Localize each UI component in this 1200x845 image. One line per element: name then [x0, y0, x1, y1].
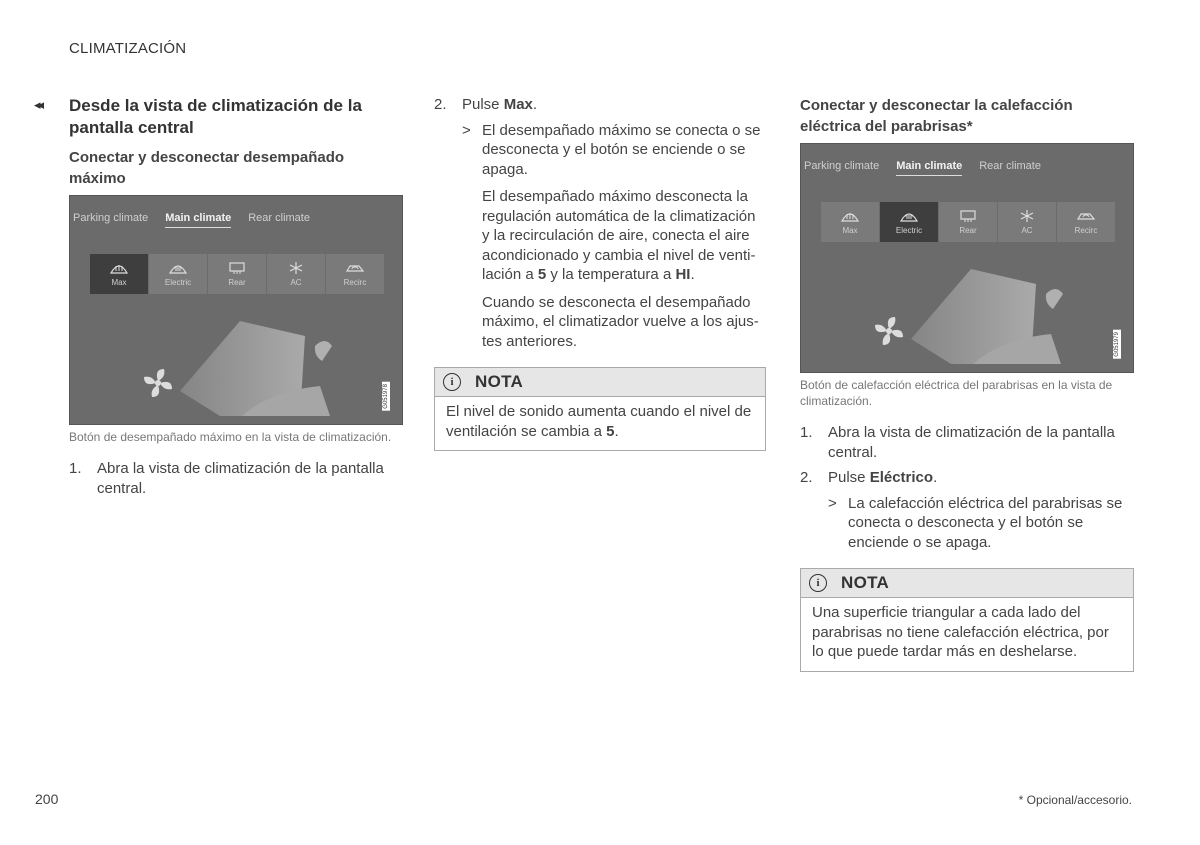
- figure-id: G051979: [1114, 332, 1120, 357]
- paragraph: El desempañado máximo desconecta la regulación automática de la climatización y la recirculación de aire, conecta el aire acondicionado y cambia el nivel de ventilación a 5 y la temperatura a HI.: [482, 188, 756, 283]
- tab-parking-climate: Parking climate: [73, 212, 149, 224]
- windscreen-heat-icon: [168, 261, 188, 275]
- recirc-button: Recirc: [1057, 202, 1115, 242]
- list-item: 2. Pulse Eléctrico.: [800, 469, 938, 486]
- climate-button-row: [90, 254, 385, 294]
- max-defrost-icon: [840, 209, 860, 223]
- figure-caption: Botón de desempañado máximo en la vista de climatización.: [69, 430, 392, 444]
- previous-page-icon[interactable]: ◂◂: [34, 97, 42, 112]
- tab-rear-climate: Rear climate: [248, 212, 310, 224]
- climate-tabs: [70, 212, 402, 228]
- info-icon: i: [443, 373, 461, 391]
- electric-windscreen-button: Electric: [149, 254, 207, 294]
- note-header: [801, 569, 1133, 598]
- note-box: [434, 367, 766, 451]
- result-item: > El desempañado máximo se conecta o se desconecta y el botón se enciende o se apaga.: [462, 121, 761, 178]
- note-title: NOTA: [475, 372, 524, 391]
- rear-defrost-icon: [227, 261, 247, 275]
- column-2: [434, 95, 766, 451]
- snowflake-icon: [1017, 209, 1037, 223]
- list-item: 1. Abra la vista de climatización de la pantalla central.: [800, 424, 1115, 461]
- max-defrost-button: Max: [821, 202, 879, 242]
- footnote: * Opcional/accesorio.: [1018, 793, 1132, 807]
- tab-parking-climate: Parking climate: [804, 160, 880, 172]
- figure-caption: Botón de calefacción eléctrica del parabrisas en la vista de climatización.: [800, 378, 1113, 408]
- page-number: 200: [35, 791, 59, 807]
- car-recirculation-icon: [1076, 209, 1096, 223]
- climate-tabs: [801, 160, 1133, 176]
- fan-icon: [144, 369, 172, 397]
- airflow-seat-graphic: [70, 306, 402, 424]
- list-item: 1. Abra la vista de climatización de la pantalla central.: [69, 460, 384, 497]
- airflow-seat-graphic: [801, 254, 1133, 372]
- column-1: [69, 95, 403, 504]
- recirc-button: Recirc: [326, 254, 384, 294]
- windscreen-heat-icon: [899, 209, 919, 223]
- note-title: NOTA: [841, 573, 890, 592]
- ac-button: AC: [998, 202, 1056, 242]
- car-recirculation-icon: [345, 261, 365, 275]
- tab-main-climate: Main climate: [165, 212, 231, 228]
- figure-id: G051978: [383, 384, 389, 409]
- rear-defrost-icon: [958, 209, 978, 223]
- note-text: Una superficie triangular a cada lado del parabrisas no tiene calefacción eléctrica, por lo que puede tardar más en deshelarse.: [812, 604, 1109, 660]
- climate-screen-illustration-max: [69, 195, 403, 425]
- rear-defrost-button: Rear: [939, 202, 997, 242]
- max-defrost-button: Max: [90, 254, 148, 294]
- rear-defrost-button: Rear: [208, 254, 266, 294]
- subsection-title-max-defrost: Conectar y desconectar desempañado máximo: [69, 149, 345, 187]
- climate-button-row: [821, 202, 1116, 242]
- note-text: El nivel de sonido aumenta cuando el nivel de ventilación se cambia a 5.: [446, 403, 752, 440]
- fan-icon: [875, 317, 903, 345]
- info-icon: i: [809, 574, 827, 592]
- result-item: > La calefacción eléctrica del parabrisas se conecta o desconecta y el botón se enciende o se apaga.: [828, 494, 1123, 551]
- max-defrost-icon: [109, 261, 129, 275]
- snowflake-icon: [286, 261, 306, 275]
- ac-button: AC: [267, 254, 325, 294]
- climate-screen-illustration-electric: [800, 143, 1134, 373]
- page-header: CLIMATIZACIÓN: [69, 40, 187, 57]
- column-3: [800, 95, 1134, 672]
- section-title: Desde la vista de climatización de la pantalla central: [69, 96, 362, 137]
- tab-main-climate: Main climate: [896, 160, 962, 176]
- electric-windscreen-button: Electric: [880, 202, 938, 242]
- note-header: [435, 368, 765, 397]
- note-box: [800, 568, 1134, 672]
- paragraph: Cuando se desconecta el desempañado máximo, el climatizador vuelve a los ajustes anteriores.: [482, 293, 759, 350]
- tab-rear-climate: Rear climate: [979, 160, 1041, 172]
- subsection-title-electric-windscreen: Conectar y desconectar la calefacción eléctrica del parabrisas*: [800, 97, 1073, 135]
- list-item: 2. Pulse Max.: [434, 96, 538, 113]
